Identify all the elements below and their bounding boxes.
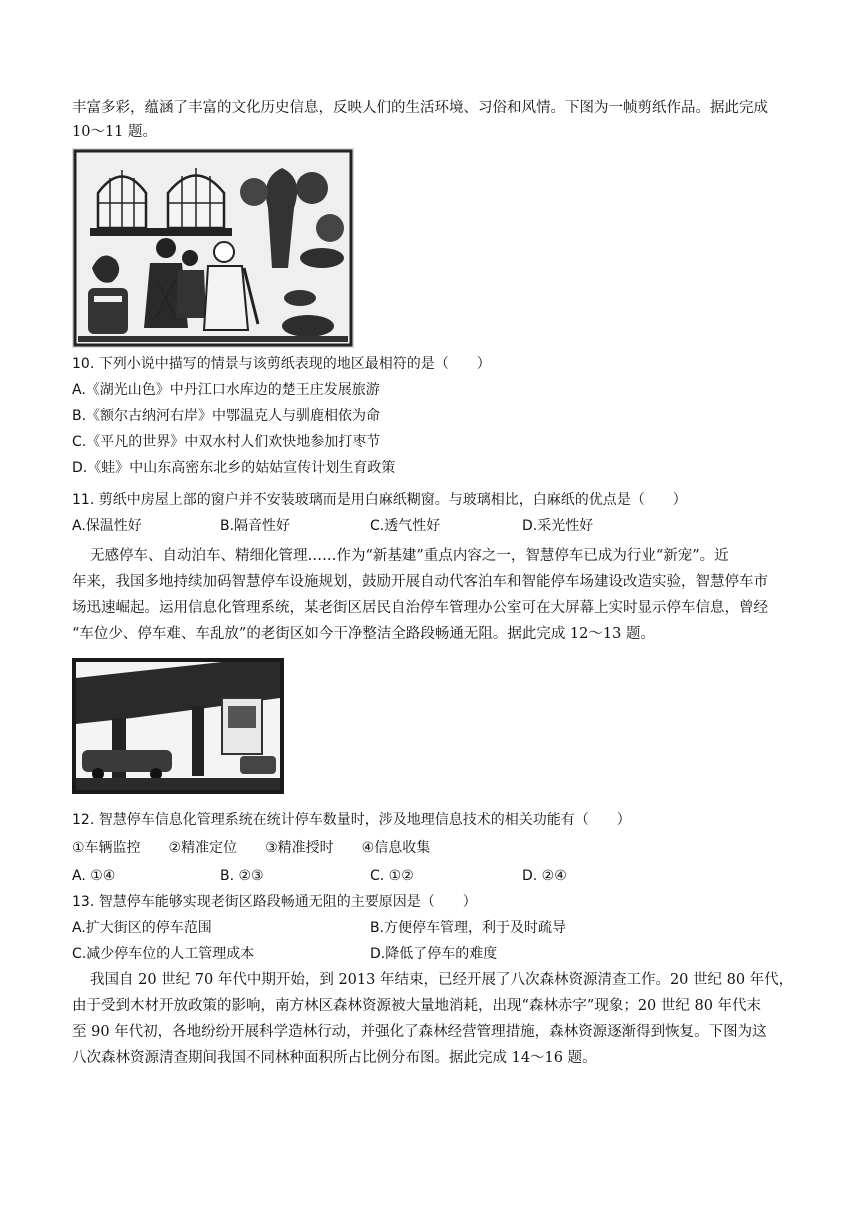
q10-option-b: B.《额尔古纳河右岸》中鄂温克人与驯鹿相依为命 — [72, 408, 381, 424]
passage2-line-3: 场迅速崛起。运用信息化管理系统，某老街区居民自治停车管理办公室可在大屏幕上实时显示停车信息，曾经 — [72, 600, 768, 616]
q13-option-a: A.扩大街区的停车范围 — [72, 920, 212, 936]
intro-line-1: 丰富多彩，蕴涵了丰富的文化历史信息，反映人们的生活环境、习俗和风情。下图为一帧剪纸作品。据此完成 — [72, 100, 768, 116]
q10-option-c: C.《平凡的世界》中双水村人们欢快地参加打枣节 — [72, 434, 381, 450]
paper-cut-image — [72, 148, 354, 348]
q13-option-d: D.降低了停车的难度 — [370, 946, 498, 962]
q10-stem: 10. 下列小说中描写的情景与该剪纸表现的地区最相符的是（ ） — [72, 356, 491, 372]
q12-items: ①车辆监控 ②精准定位 ③精准授时 ④信息收集 — [72, 840, 431, 856]
q11-option-a: A.保温性好 — [72, 518, 142, 534]
q11-option-d: D.采光性好 — [522, 518, 594, 534]
q12-stem: 12. 智慧停车信息化管理系统在统计停车数量时，涉及地理信息技术的相关功能有（ ） — [72, 812, 631, 828]
intro-line-2: 10～11 题。 — [72, 124, 158, 140]
passage2-line-2: 年来，我国多地持续加码智慧停车设施规划，鼓励开展自动代客泊车和智能停车场建设改造实验，智慧停车市 — [72, 574, 768, 590]
q11-option-b: B.隔音性好 — [220, 518, 291, 534]
q10-option-a: A.《湖光山色》中丹江口水库边的楚王庄发展旅游 — [72, 382, 380, 398]
q13-option-b: B.方便停车管理，利于及时疏导 — [370, 920, 567, 936]
passage3-line-3: 至 90 年代初，各地纷纷开展科学造林行动，并强化了森林经营管理措施，森林资源逐渐得到恢复。下图为这 — [72, 1024, 767, 1040]
q13-stem: 13. 智慧停车能够实现老街区路段畅通无阻的主要原因是（ ） — [72, 894, 477, 910]
q11-stem: 11. 剪纸中房屋上部的窗户并不安装玻璃而是用白麻纸糊窗。与玻璃相比，白麻纸的优点是（ ） — [72, 492, 687, 508]
smart-parking-image — [72, 658, 284, 794]
passage2-line-1: 无感停车、自动泊车、精细化管理……作为“新基建”重点内容之一，智慧停车已成为行业“新宠”。近 — [90, 548, 729, 564]
q12-option-b: B. ②③ — [220, 868, 264, 884]
q10-option-d: D.《蛙》中山东高密东北乡的姑姑宣传计划生育政策 — [72, 460, 396, 476]
q12-option-d: D. ②④ — [522, 868, 567, 884]
passage3-line-2: 由于受到木材开放政策的影响，南方林区森林资源被大量地消耗，出现“森林赤字”现象；20 世纪 80 年代末 — [72, 998, 762, 1014]
q13-option-c: C.减少停车位的人工管理成本 — [72, 946, 255, 962]
q11-option-c: C.透气性好 — [370, 518, 441, 534]
passage2-line-4: “车位少、停车难、车乱放”的老街区如今干净整洁全路段畅通无阻。据此完成 12～13 题。 — [72, 626, 655, 642]
passage3-line-1: 我国自 20 世纪 70 年代中期开始，到 2013 年结束，已经开展了八次森林资源清查工作。20 世纪 80 年代， — [90, 972, 794, 988]
q12-option-c: C. ①② — [370, 868, 414, 884]
passage3-line-4: 八次森林资源清查期间我国不同林种面积所占比例分布图。据此完成 14～16 题。 — [72, 1050, 597, 1066]
q12-option-a: A. ①④ — [72, 868, 116, 884]
